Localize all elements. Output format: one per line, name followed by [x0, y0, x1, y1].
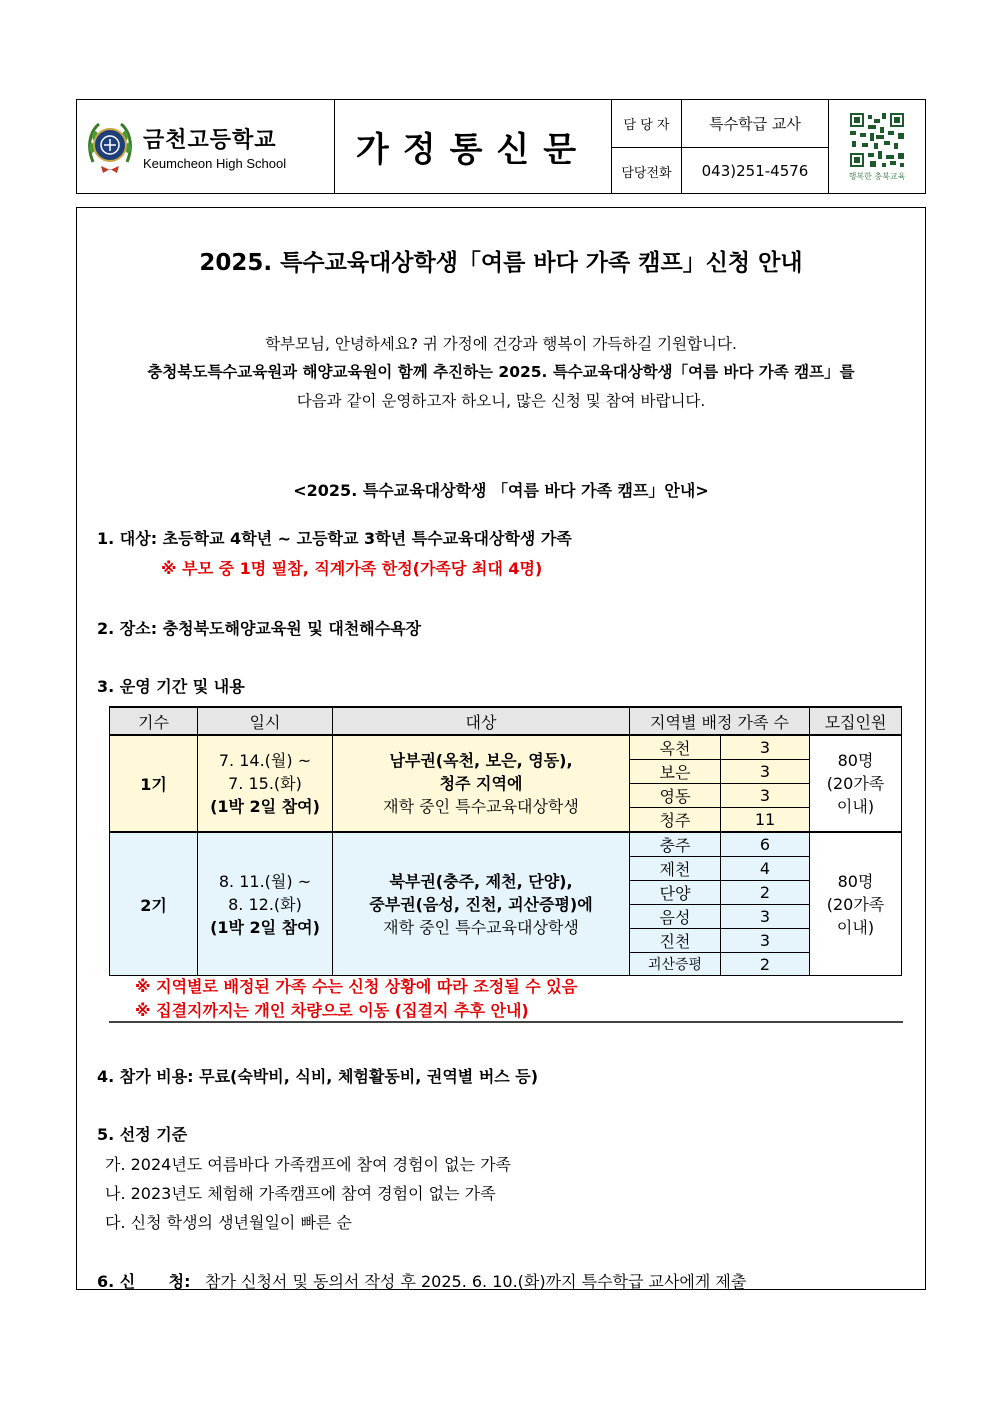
capacity-line: 이내): [836, 917, 875, 937]
table-row: [110, 735, 902, 760]
qr-code-icon[interactable]: [848, 111, 906, 169]
region-name: 진천: [630, 929, 721, 953]
contact-phone-label: 담당전화: [612, 148, 682, 194]
header-term: 기수: [110, 707, 198, 735]
target-line: 남부권(옥천, 보은, 영동),: [389, 751, 573, 770]
date-line: 7. 14.(월) ~: [218, 751, 312, 770]
region-name: 영동: [630, 784, 721, 808]
qr-caption: 행복한 충북교육: [848, 172, 906, 181]
region-name: 옥천: [630, 735, 721, 760]
capacity-line: 이내): [836, 797, 875, 816]
target-line: 중부권(음성, 진천, 괴산증평)에: [369, 894, 593, 914]
region-name: 제천: [630, 857, 721, 881]
header-capacity: 모집인원: [810, 707, 902, 735]
school-emblem-icon: [87, 118, 133, 176]
header-target: 대상: [333, 707, 630, 735]
target-line: 북부권(충주, 제천, 단양),: [389, 871, 573, 891]
table-row: [110, 832, 902, 857]
intro-line-1: 학부모님, 안녕하세요? 귀 가정에 건강과 행복이 가득하길 기원합니다.: [265, 335, 737, 353]
table-header-row: [110, 707, 902, 735]
region-count: 3: [721, 905, 810, 929]
section-6-text: 참가 신청서 및 동의서 작성 후 2025. 6. 10.(화)까지 특수학급 교사에게 제출: [205, 1272, 747, 1291]
intro-line-3: 다음과 같이 운영하고자 하오니, 많은 신청 및 참여 바랍니다.: [296, 392, 706, 410]
contact-person-label: 담 당 자: [612, 100, 682, 148]
target-cell: [333, 832, 630, 976]
section-1-target: 1. 대상: 초등학교 4학년 ~ 고등학교 3학년 특수교육대상학생 가족: [97, 529, 572, 548]
term-cell: 2기: [110, 832, 198, 976]
date-line: 8. 11.(월) ~: [218, 871, 312, 891]
criteria-item: 나. 2023년도 체험해 가족캠프에 참여 경험이 없는 가족: [105, 1184, 496, 1203]
capacity-line: (20가족: [826, 774, 885, 793]
target-line: 재학 중인 특수교육대상학생: [383, 917, 579, 937]
document-type-title: 가정통신문: [335, 100, 612, 193]
page-title: 2025. 특수교육대상학생「여름 바다 가족 캠프」신청 안내: [199, 250, 803, 276]
document-header: [76, 99, 926, 194]
school-block: [77, 100, 335, 193]
notes-divider: [109, 1021, 903, 1023]
contact-phone-value: 043)251-4576: [701, 162, 809, 180]
term-cell: 1기: [110, 735, 198, 832]
region-name: 괴산증평: [630, 953, 721, 976]
region-count: 4: [721, 857, 810, 881]
capacity-line: (20가족: [826, 894, 885, 914]
section-4-cost: 4. 참가 비용: 무료(숙박비, 식비, 체험활동비, 권역별 버스 등): [97, 1067, 539, 1086]
table-note-2: ※ 집결지까지는 개인 차량으로 이동 (집결지 추후 안내): [135, 1001, 529, 1020]
criteria-item: 다. 신청 학생의 생년월일이 빠른 순: [105, 1213, 352, 1232]
region-count: 2: [721, 953, 810, 976]
date-cell: [198, 735, 333, 832]
criteria-item: 가. 2024년도 여름바다 가족캠프에 참여 경험이 없는 가족: [105, 1155, 511, 1174]
section-1-note: ※ 부모 중 1명 필참, 직계가족 한정(가족당 최대 4명): [161, 559, 543, 578]
table-note-1: ※ 지역별로 배정된 가족 수는 신청 상황에 따라 조정될 수 있음: [135, 977, 578, 996]
region-count: 3: [721, 735, 810, 760]
region-count: 3: [721, 760, 810, 784]
school-name: 금천고등학교: [143, 127, 277, 153]
capacity-cell: [810, 735, 902, 832]
section-2-location: 2. 장소: 충청북도해양교육원 및 대천해수욕장: [97, 619, 422, 638]
target-cell: [333, 735, 630, 832]
capacity-cell: [810, 832, 902, 976]
section-subtitle: <2025. 특수교육대상학생 「여름 바다 가족 캠프」안내>: [293, 481, 709, 500]
target-line: 청주 지역에: [439, 774, 523, 793]
contact-person-value: 특수학급 교사: [682, 100, 828, 148]
region-name: 충주: [630, 832, 721, 857]
date-cell: [198, 832, 333, 976]
region-count: 3: [721, 929, 810, 953]
region-count: 2: [721, 881, 810, 905]
region-count: 6: [721, 832, 810, 857]
intro-line-2: 충청북도특수교육원과 해양교육원이 함께 추진하는 2025. 특수교육대상학생「여름 바다 가족 캠프」를: [147, 363, 855, 381]
target-line: 재학 중인 특수교육대상학생: [383, 797, 579, 816]
school-name-english: Keumcheon High School: [143, 155, 287, 171]
schedule-table: [109, 706, 902, 976]
header-date: 일시: [198, 707, 333, 735]
region-name: 단양: [630, 881, 721, 905]
date-line: 7. 15.(화): [228, 774, 302, 793]
section-5-heading: 5. 선정 기준: [97, 1125, 188, 1144]
region-name: 음성: [630, 905, 721, 929]
section-3-heading: 3. 운영 기간 및 내용: [97, 677, 245, 696]
contact-info: [612, 100, 829, 193]
date-line: (1박 2일 참여): [210, 797, 320, 816]
section-6-label: 6. 신 청:: [97, 1272, 191, 1291]
region-name: 보은: [630, 760, 721, 784]
header-region-allocation: 지역별 배정 가족 수: [630, 707, 810, 735]
capacity-line: 80명: [837, 871, 874, 891]
qr-block: [829, 100, 925, 193]
main-content: [76, 207, 926, 1290]
region-count: 11: [721, 808, 810, 833]
region-name: 청주: [630, 808, 721, 833]
region-count: 3: [721, 784, 810, 808]
capacity-line: 80명: [837, 751, 874, 770]
date-line: (1박 2일 참여): [210, 917, 320, 937]
date-line: 8. 12.(화): [228, 894, 302, 914]
